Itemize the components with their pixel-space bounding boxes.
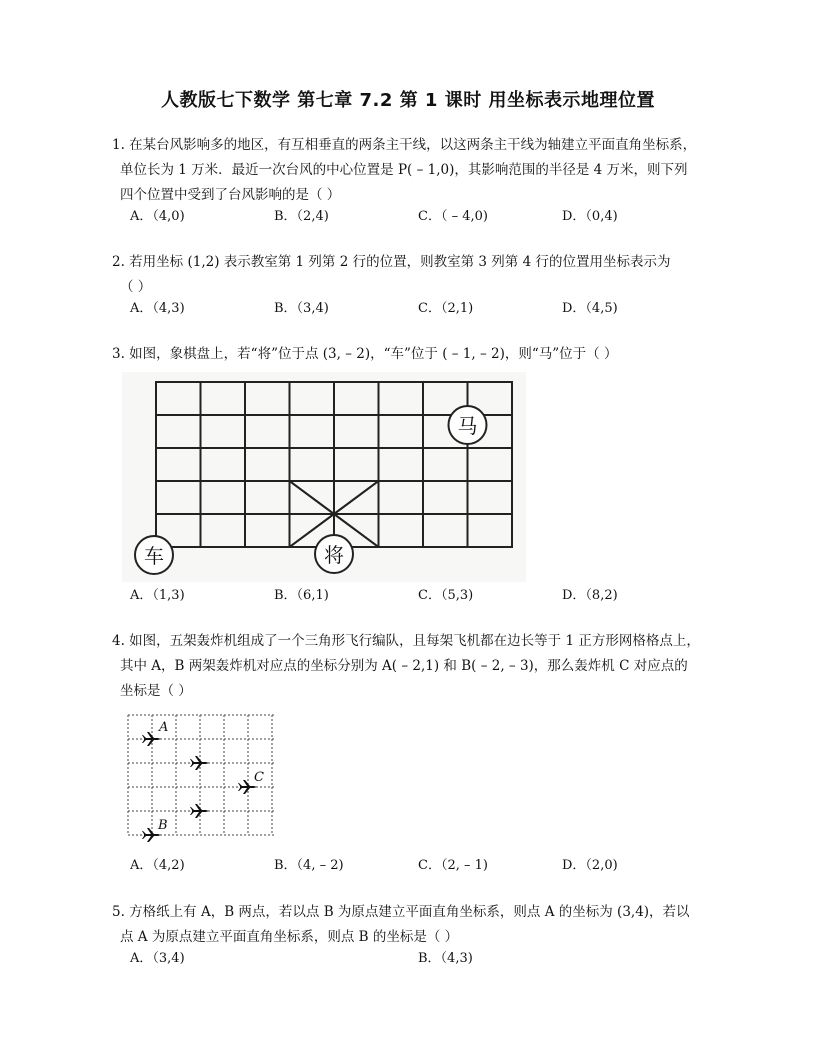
q1-option-a: A．（4,0) — [130, 209, 185, 224]
q4-option-b: B．（4, – 2) — [274, 858, 344, 873]
q3-option-b: B．（6,1) — [274, 588, 329, 603]
q2-option-b: B．（3,4) — [274, 301, 329, 316]
q5-option-b: B．（4,3) — [418, 951, 473, 966]
q5-option-a: A．（3,4) — [130, 951, 185, 966]
point-b-label: B — [158, 818, 168, 833]
page-title: 人教版七下数学 第七章 7.2 第 1 课时 用坐标表示地理位置 — [160, 90, 655, 111]
general-piece — [315, 535, 353, 573]
q1-option-c: C．（ – 4,0) — [418, 209, 488, 224]
bomber-grid-figure — [124, 711, 278, 844]
q3-line-1: 3. 如图，象棋盘上，若“将”位于点 (3, – 2)，“车”位于 ( – 1, – 2)，则“马”位于（ ） — [112, 346, 618, 362]
chess-board-figure — [122, 372, 526, 582]
q5-line-1: 5. 方格纸上有 A，B 两点，若以点 B 为原点建立平面直角坐标系，则点 A 的坐标为 (3,4)，若以 — [112, 904, 690, 920]
q1-line-3: 四个位置中受到了台风影响的是（ ） — [120, 187, 341, 203]
q4-option-a: A．（4,2) — [130, 858, 185, 873]
q3-option-a: A．（1,3) — [130, 588, 185, 603]
horse-piece-label: 马 — [457, 414, 478, 438]
q4-option-d: D．（2,0) — [562, 858, 618, 873]
q4-line-2: 其中 A，B 两架轰炸机对应点的坐标分别为 A( – 2,1) 和 B( – 2, – 3)，那么轰炸机 C 对应点的 — [120, 658, 688, 674]
q2-option-d: D．（4,5) — [562, 301, 618, 316]
q3-option-d: D．（8,2) — [562, 588, 618, 603]
q1-option-b: B．（2,4) — [274, 209, 329, 224]
q1-line-2: 单位长为 1 万米．最近一次台风的中心位置是 P( – 1,0)，其影响范围的半径是 4 万米，则下列 — [120, 162, 688, 178]
chariot-piece — [135, 536, 173, 574]
q4-option-c: C．（2, – 1) — [418, 858, 488, 873]
q2-line-2: （ ） — [120, 279, 152, 295]
q2-option-c: C．（2,1) — [418, 301, 474, 316]
chariot-piece-label: 车 — [144, 544, 164, 568]
q2-option-a: A．（4,3) — [130, 301, 185, 316]
point-a-label: A — [159, 720, 169, 735]
q5-line-2: 点 A 为原点建立平面直角坐标系，则点 B 的坐标是（ ） — [120, 929, 459, 945]
q4-line-1: 4. 如图，五架轰炸机组成了一个三角形飞行编队，且每架飞机都在边长等于 1 正方形网格格点上， — [112, 633, 700, 649]
point-c-label: C — [254, 770, 264, 785]
general-piece-label: 将 — [324, 543, 344, 567]
q4-line-3: 坐标是（ ） — [120, 683, 192, 699]
q3-option-c: C．（5,3) — [418, 588, 474, 603]
horse-piece — [449, 406, 487, 444]
q1-option-d: D．（0,4) — [562, 209, 618, 224]
q1-line-1: 1. 在某台风影响多的地区，有互相垂直的两条主干线，以这两条主干线为轴建立平面直角坐标系， — [112, 137, 697, 153]
q2-line-1: 2. 若用坐标 (1,2) 表示教室第 1 列第 2 行的位置，则教室第 3 列第 4 行的位置用坐标表示为 — [112, 254, 671, 270]
